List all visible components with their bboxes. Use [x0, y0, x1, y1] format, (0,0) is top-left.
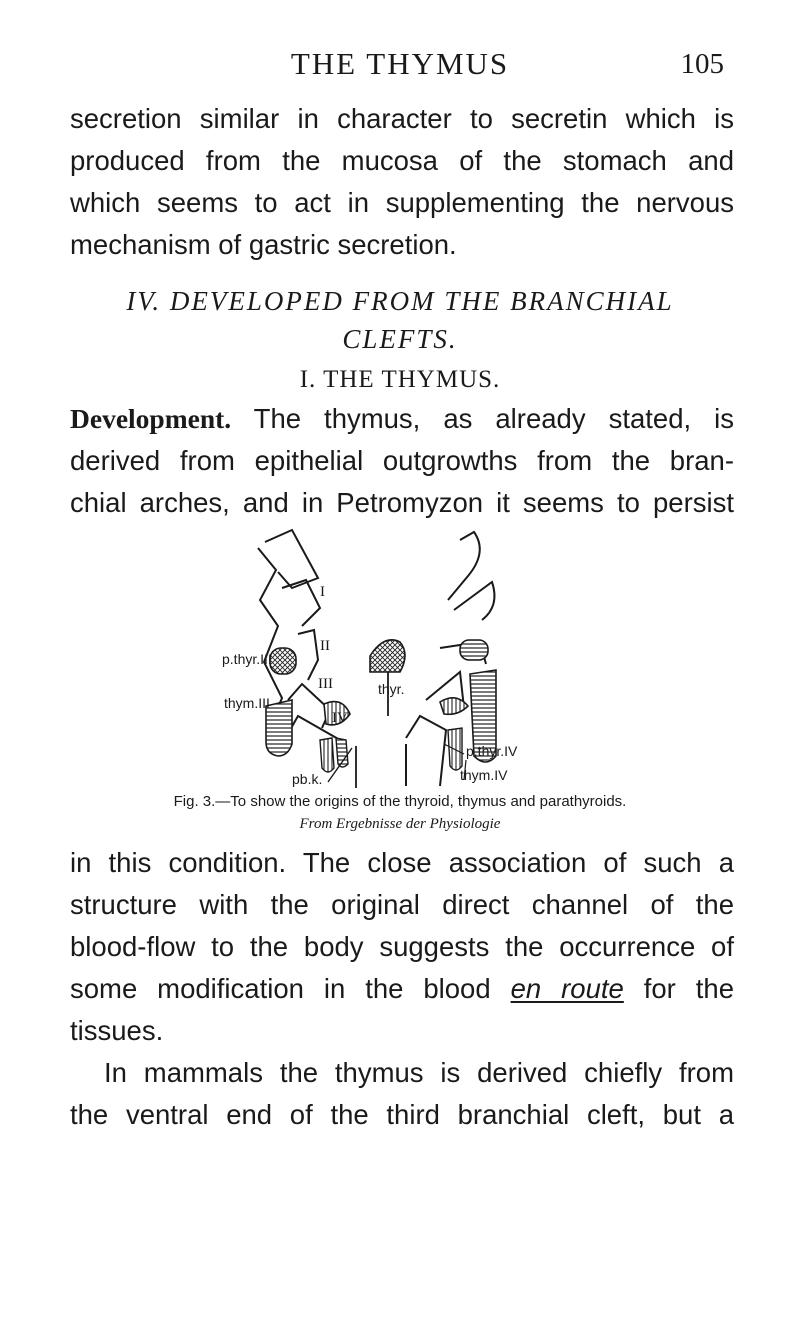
section-heading-line: IV. DEVELOPED FROM THE BRANCHIAL	[126, 286, 674, 316]
running-head: THE THYMUS	[290, 46, 510, 81]
section-heading	[0, 282, 800, 358]
label-thyr: thyr.	[378, 681, 405, 697]
label-thym-III: thym.III	[224, 695, 270, 711]
italic-phrase: en route	[510, 973, 624, 1004]
page-number: 105	[680, 48, 724, 80]
text-line: produced from the mucosa of the stomach and	[70, 145, 734, 176]
text-line: tissues.	[70, 1015, 164, 1046]
text-line	[70, 968, 734, 1010]
text-fragment: for the	[623, 973, 735, 1004]
text-line: blood-flow to the body suggests the occurrence of	[70, 931, 734, 962]
text-line: derived from epithelial outgrowths from the bran-	[70, 445, 734, 476]
text-line	[70, 398, 734, 440]
label-thym-IV: thym.IV	[460, 767, 508, 783]
label-p-thyr-IV: p.thyr.IV	[466, 743, 518, 759]
text-line: structure with the original direct channel of the	[70, 889, 734, 920]
paragraph-condition	[70, 842, 734, 1052]
thymus-IV-left-shape	[320, 738, 334, 772]
text-line: mechanism of gastric secretion.	[70, 229, 457, 260]
parathyroid-III-right-shape	[460, 640, 488, 660]
text-line: in this condition. The close association of such a	[70, 847, 734, 878]
label-p-thyr-III: p.thyr.III	[222, 651, 272, 667]
figure-caption: Fig. 3.—To show the origins of the thyroid, thymus and parathyroids.	[173, 793, 627, 810]
text-line: In mammals the thymus is derived chiefly from	[104, 1057, 734, 1088]
paragraph-development	[70, 398, 734, 524]
label-cleft-I: I	[320, 584, 325, 600]
section-heading-line: CLEFTS.	[342, 324, 458, 354]
run-in-heading: Development.	[70, 403, 232, 434]
figure-caption-source: From Ergebnisse der Physiologie	[299, 816, 501, 832]
label-cleft-III: III	[318, 676, 333, 692]
paragraph-mammals	[70, 1052, 734, 1136]
label-cleft-II: II	[320, 638, 330, 654]
figure-thymus-origins	[222, 530, 570, 790]
thyroid-shape	[370, 640, 405, 672]
text-line: the ventral end of the third branchial cleft, but a	[70, 1099, 734, 1130]
paragraph-secretion	[70, 98, 734, 266]
text-fragment: The thymus, as already stated, is	[231, 403, 734, 434]
text-line: which seems to act in supplementing the nervous	[70, 187, 734, 218]
text-fragment: some modification in the blood	[70, 973, 511, 1004]
sub-heading: I. THE THYMUS.	[299, 366, 501, 393]
label-cleft-IV: IV	[332, 710, 348, 726]
label-pb-k: pb.k.	[292, 771, 323, 787]
text-line: chial arches, and in Petromyzon it seems to persist	[70, 487, 734, 518]
text-line: secretion similar in character to secretin which is	[70, 103, 734, 134]
parathyroid-III-shape	[270, 648, 296, 674]
